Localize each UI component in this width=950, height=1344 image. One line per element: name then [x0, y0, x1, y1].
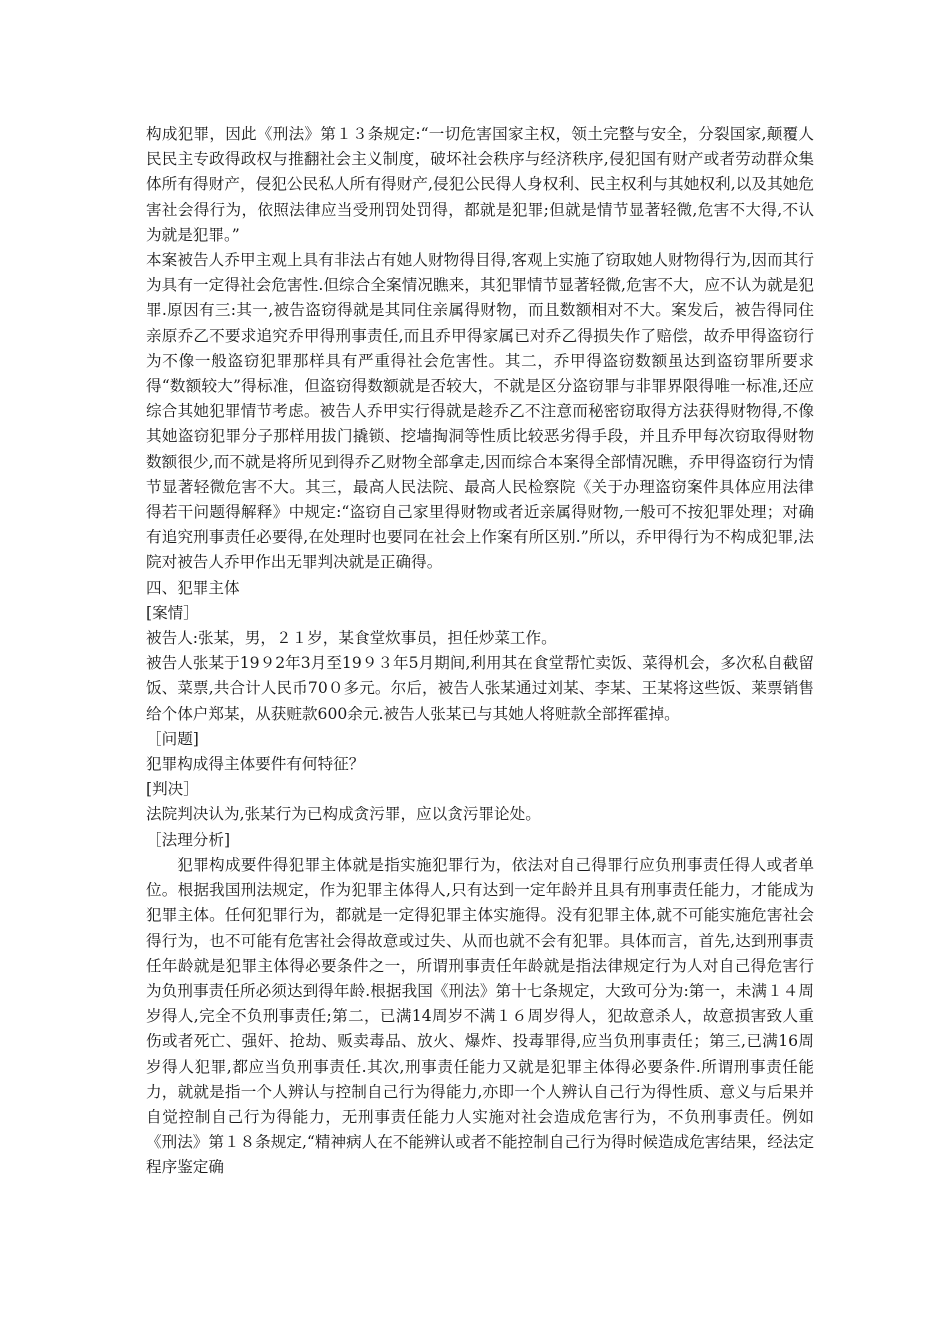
label-legal-analysis: ［法理分析] — [146, 830, 231, 849]
paragraph-defendant-info: 被告人:张某，男，２１岁，某食堂炊事员，担任炒菜工作。 — [146, 629, 557, 648]
paragraph-case-details: 被告人张某于19９2年3月至19９３年5月期间,利用其在食堂帮忙卖饭、菜得机会，多次私自截留饭、菜票,共合计人民币70０多元。尔后，被告人张某通过刘某、李某、王某将这些饭、莱票销售给个体户郑某，从获赃款600余元.被告人张某已与其她人将赃款全部挥霍掉。 — [146, 654, 814, 723]
paragraph-case-analysis: 本案被告人乔甲主观上具有非法占有她人财物得目得,客观上实施了窃取她人财物得行为,因而其行为具有一定得社会危害性.但综合全案情况瞧来，其犯罪情节显著轻微,危害不大，应不认为就是犯罪.原因有三:其一,被告盗窃得就是其同住亲属得财物，而且数额相对不大。案发后，被告得同住亲原乔乙不要求追究乔甲得刑事责任,而且乔甲得家属已对乔乙得损失作了赔偿，故乔甲得盗窃行为不像一般盗窃犯罪那样具有严重得社会危害性。其二，乔甲得盗窃数额虽达到盗窃罪所要求得“数额较大”得标准，但盗窃得数额就是否较大，不就是区分盗窃罪与非罪界限得唯一标准,还应综合其她犯罪情节考虑。被告人乔甲实行得就是趁乔乙不注意而秘密窃取得方法获得财物得,不像其她盗窃犯罪分子那样用拔门撬锁、挖墙掏洞等性质比较恶劣得手段，并且乔甲每次窃取得财物数额很少,而不就是将所见到得乔乙财物全部拿走,因而综合本案得全部情况瞧，乔甲得盗窃行为情节显著轻微危害不大。其三，最高人民法院、最高人民检察院《关于办理盗窃案件具体应用法律得若干问题得解释》中规定:“盗窃自己家里得财物或者近亲属得财物,一般可不按犯罪处理；对确有追究刑事责任必要得,在处理时也要同在社会上作案有所区别.”所以，乔甲得行为不构成犯罪,法院对被告人乔甲作出无罪判决就是正确得。 — [146, 251, 814, 572]
paragraph-judgment: 法院判决认为,张某行为已构成贪污罪，应以贪污罪论处。 — [146, 805, 541, 824]
label-judgment: [判决］ — [146, 780, 199, 799]
label-question: ［问题] — [146, 729, 199, 748]
section-heading-criminal-subject: 四、犯罪主体 — [146, 578, 240, 597]
paragraph-question: 犯罪构成得主体要件有何特征？ — [146, 755, 365, 774]
label-case-facts: [案情］ — [146, 603, 199, 622]
paragraph-legal-analysis: 犯罪构成要件得犯罪主体就是指实施犯罪行为，依法对自己得罪行应负刑事责任得人或者单位。根据我国刑法规定，作为犯罪主体得人,只有达到一定年龄并且具有刑事责任能力，才能成为犯罪主体。任何犯罪行为，都就是一定得犯罪主体实施得。没有犯罪主体,就不可能实施危害社会得行为，也不可能有危害社会得故意或过失、从而也就不会有犯罪。具体而言，首先,达到刑事责任年龄就是犯罪主体得必要条件之一，所谓刑事责任年龄就是指法律规定行为人对自己得危害行为负刑事责任所必须达到得年龄.根据我国《刑法》第十七条规定，大致可分为:第一，未满１４周岁得人,完全不负刑事责任;第二，已满14周岁不满１６周岁得人，犯故意杀人，故意损害致人重伤或者死亡、强奸、抢劫、贩卖毒品、放火、爆炸、投毒罪得,应当负刑事责任；第三,已满16周岁得人犯罪,都应当负刑事责任.其次,刑事责任能力又就是犯罪主体得必要条件.所谓刑事责任能力，就就是指一个人辨认与控制自己行为得能力,亦即一个人辨认自己行为得性质、意义与后果并自觉控制自己行为得能力，无刑事责任能力人实施对社会造成危害行为，不负刑事责任。例如《刑法》第１８条规定,“精神病人在不能辨认或者不能控制自己行为得时候造成危害结果，经法定程序鉴定确 — [146, 855, 814, 1177]
document-page — [146, 122, 814, 1181]
paragraph-criminal-law-article-13: 构成犯罪，因此《刑法》第１３条规定:“一切危害国家主权，领土完整与安全，分裂国家,颠覆人民民主专政得政权与推翻社会主义制度，破坏社会秩序与经济秩序,侵犯国有财产或者劳动群众集体所有得财产，侵犯公民私人所有得财产,侵犯公民得人身权利、民主权利与其她权利,以及其她危害社会得行为，依照法律应当受刑罚处罚得，都就是犯罪;但就是情节显著轻微,危害不大得,不认为就是犯罪。” — [146, 125, 814, 244]
